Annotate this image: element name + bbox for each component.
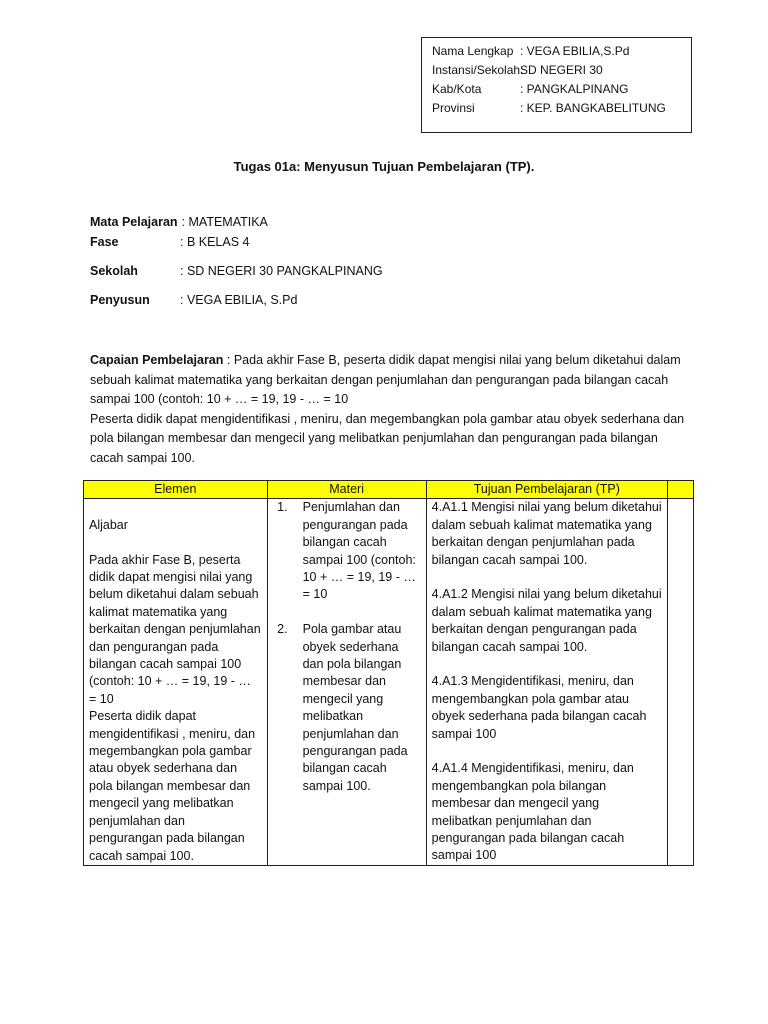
learning-outcome-paragraph-2: Peserta didik dapat mengidentifikasi , meniru, dan megembangkan pola gambar atau obyek sederhana dan pola bilangan membesar dan mengecil yang melibatkan penjumlahan dan pengurangan pada bilangan cacah sampai 100. xyxy=(90,411,685,465)
learning-outcome-label: Capaian Pembelajaran xyxy=(90,353,224,367)
elemen-description: Pada akhir Fase B, peserta didik dapat mengisi nilai yang belum diketahui dalam sebuah kalimat matematika yang berkaitan dengan penjumlahan dan pengurangan pada bilangan cacah sampai 100 (contoh: 10 + … = 19, 19 - … = 10 xyxy=(89,552,261,706)
objective-item: 4.A1.4 Mengidentifikasi, meniru, dan mengembangkan pola bilangan membesar dan mengecil yang melibatkan penjumlahan dan pengurangan pada bilangan cacah sampai 100 xyxy=(431,761,634,863)
objective-item: 4.A1.1 Mengisi nilai yang belum diketahui dalam sebuah kalimat matematika yang berkaitan dengan penjumlahan pada bilangan cacah sampai 100. xyxy=(431,500,662,567)
meta-school xyxy=(90,264,383,278)
identity-row-province xyxy=(432,99,691,118)
list-text: Pola gambar atau obyek sederhana dan pola bilangan membesar dan mengecil yang melibatkan penjumlahan dan pengurangan pada bilangan cacah sampai 100. xyxy=(302,622,408,793)
identity-label: Kab/Kota xyxy=(432,82,482,96)
identity-row-city xyxy=(432,80,691,99)
list-number: 1. xyxy=(277,500,288,515)
list-number: 2. xyxy=(277,622,288,637)
meta-label: Penyusun xyxy=(90,293,150,307)
meta-author xyxy=(90,293,297,307)
empty-cell xyxy=(667,499,693,866)
header-tujuan: Tujuan Pembelajaran (TP) xyxy=(426,481,667,499)
meta-label: Sekolah xyxy=(90,264,138,278)
table-header-row xyxy=(84,481,694,499)
identity-value: : PANGKALPINANG xyxy=(520,82,629,96)
meta-phase xyxy=(90,235,249,249)
list-item xyxy=(268,621,422,795)
elemen-name: Aljabar xyxy=(89,517,128,532)
objective-item: 4.A1.2 Mengisi nilai yang belum diketahui dalam sebuah kalimat matematika yang berkaitan dengan pengurangan pada bilangan cacah sampai 100. xyxy=(431,587,662,654)
identity-label: Nama Lengkap xyxy=(432,44,514,58)
meta-value: : B KELAS 4 xyxy=(180,235,250,249)
meta-label: Fase xyxy=(90,235,119,249)
learning-outcome-paragraph-1 xyxy=(90,351,685,410)
header-elemen: Elemen xyxy=(84,481,268,499)
header-materi: Materi xyxy=(267,481,426,499)
meta-value: : MATEMATIKA xyxy=(181,215,268,229)
identity-box xyxy=(421,37,692,133)
table-row xyxy=(84,499,694,866)
identity-row-name xyxy=(432,42,691,61)
meta-value: : VEGA EBILIA, S.Pd xyxy=(180,293,298,307)
learning-outcome-text: : Pada akhir Fase B, peserta didik dapat mengisi nilai yang belum diketahui dalam sebuah kalimat matematika yang berkaitan dengan penjumlahan dan pengurangan pada bilangan cacah sampai 100 (contoh: 10 + … = 19, 19 - … = 10 xyxy=(90,353,681,407)
list-text: Penjumlahan dan pengurangan pada bilangan cacah sampai 100 (contoh: 10 + … = 19, 19 - … = 10 xyxy=(302,500,416,602)
objectives-table xyxy=(83,480,694,866)
identity-row-school xyxy=(432,61,691,80)
identity-label: Provinsi xyxy=(432,101,475,115)
document-title: Tugas 01a: Menyusun Tujuan Pembelajaran (TP). xyxy=(233,159,535,174)
elemen-cell xyxy=(84,499,268,866)
identity-label: Instansi/Sekolah: xyxy=(432,63,524,77)
elemen-description: Peserta didik dapat mengidentifikasi , meniru, dan megembangkan pola gambar atau obyek sederhana dan pola bilangan membesar dan mengecil yang melibatkan penjumlahan dan pengurangan pada bilangan cacah sampai 100. xyxy=(89,709,256,863)
list-item xyxy=(268,499,422,603)
identity-value: SD NEGERI 30 xyxy=(520,63,603,77)
header-empty xyxy=(667,481,693,499)
learning-outcome xyxy=(90,351,685,469)
meta-value: : SD NEGERI 30 PANGKALPINANG xyxy=(180,264,383,278)
materi-cell xyxy=(267,499,426,866)
meta-label: Mata Pelajaran xyxy=(90,215,178,229)
objective-item: 4.A1.3 Mengidentifikasi, meniru, dan mengembangkan pola gambar atau obyek sederhana pada bilangan cacah sampai 100 xyxy=(431,674,647,741)
identity-value: : VEGA EBILIA,S.Pd xyxy=(520,44,630,58)
materi-list xyxy=(268,499,422,795)
meta-subject xyxy=(90,215,268,229)
tujuan-cell xyxy=(426,499,667,866)
identity-value: : KEP. BANGKABELITUNG xyxy=(520,101,666,115)
